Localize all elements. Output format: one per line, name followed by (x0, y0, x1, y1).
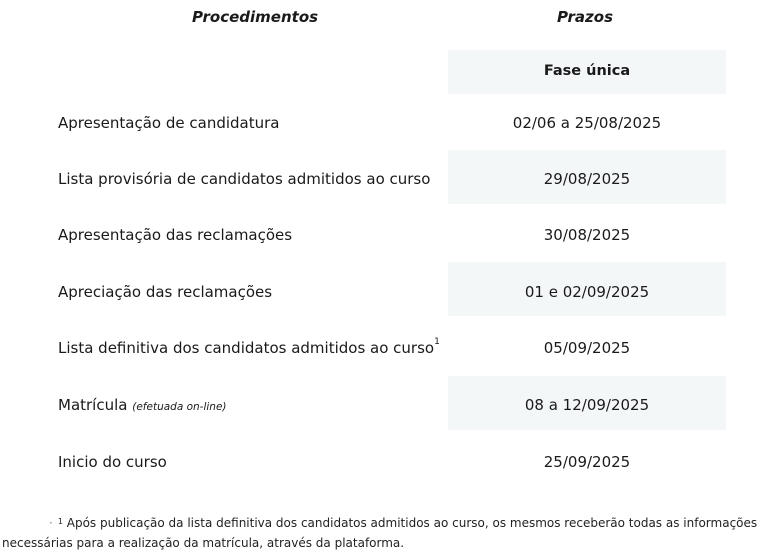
row-label-enrollment: Matrícula (58, 396, 128, 414)
footnote-bullet: · (49, 516, 53, 530)
row-label-final-list: Lista definitiva dos candidatos admitidos ao curso (58, 339, 435, 357)
row-date-course-start: 25/09/2025 (543, 453, 631, 471)
row-date-application: 02/06 a 25/08/2025 (512, 114, 662, 132)
row-date-provisional-list: 29/08/2025 (543, 170, 631, 188)
row-label-provisional-list: Lista provisória de candidatos admitidos ao curso (58, 170, 431, 188)
row-date-enrollment: 08 a 12/09/2025 (524, 396, 650, 414)
footnote (2, 513, 778, 553)
row-label-enrollment-wrap (58, 396, 227, 414)
header-deadlines: Prazos (557, 8, 614, 26)
row-label-complaints-review: Apreciação das reclamações (58, 283, 273, 301)
row-label-application: Apresentação de candidatura (58, 114, 280, 132)
header-procedures: Procedimentos (192, 8, 319, 26)
footnote-marker: 1 (57, 517, 63, 526)
footnote-text: Após publicação da lista definitiva dos candidatos admitidos ao curso, os mesmos receberão todas as informações necessárias para a realização da matrícula, através da plataforma. (2, 516, 758, 550)
row-label-enrollment-note: (efetuada on-line) (132, 401, 227, 413)
row-date-final-list: 05/09/2025 (543, 339, 631, 357)
row-label-complaints: Apresentação das reclamações (58, 226, 293, 244)
row-label-course-start: Inicio do curso (58, 453, 167, 471)
phase-label: Fase única (543, 63, 631, 79)
row-date-complaints-review: 01 e 02/09/2025 (524, 283, 650, 301)
footnote-ref: 1 (434, 337, 440, 347)
row-date-complaints: 30/08/2025 (543, 226, 631, 244)
row-label-final-list-wrap (58, 339, 440, 357)
